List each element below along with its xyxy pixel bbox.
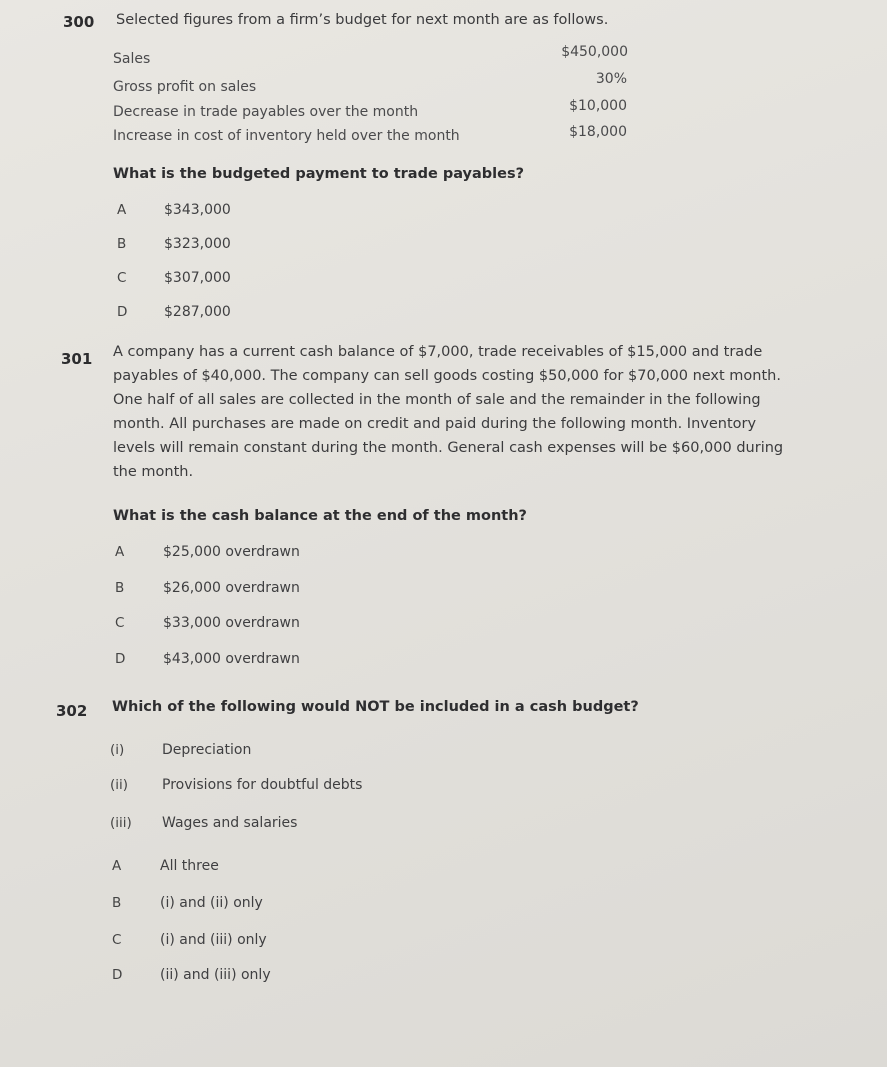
figure-label-gross-profit: Gross profit on sales [113, 79, 257, 95]
stem-line: payables of $40,000. The company can sell goods costing $50,000 for $70,000 next month. [113, 368, 781, 384]
question-300-stem: Selected figures from a firm’s budget for next month are as follows. [116, 12, 609, 28]
option-text: $343,000 [164, 202, 231, 218]
option-letter: C [115, 615, 125, 631]
option-letter: B [112, 895, 122, 911]
option-letter: C [112, 932, 122, 948]
stem-line: One half of all sales are collected in the month of sale and the remainder in the following [113, 392, 761, 408]
option-letter: D [117, 304, 128, 320]
figure-label-payables-decrease: Decrease in trade payables over the month [113, 104, 419, 120]
option-text: (ii) and (iii) only [160, 967, 271, 983]
option-text: $43,000 overdrawn [163, 651, 300, 667]
option-text: (i) and (ii) only [160, 895, 263, 911]
stem-line: the month. [113, 464, 194, 480]
option-text: $25,000 overdrawn [163, 544, 300, 560]
item-text: Provisions for doubtful debts [162, 777, 363, 793]
item-text: Depreciation [162, 742, 252, 758]
stem-line: levels will remain constant during the month. General cash expenses will be $60,000 during [113, 440, 784, 456]
option-letter: D [115, 651, 126, 667]
figure-value-payables-decrease: $10,000 [569, 98, 627, 114]
question-number-300: 300 [63, 13, 95, 31]
option-letter: A [115, 544, 125, 560]
option-text: $307,000 [164, 270, 231, 286]
option-letter: A [117, 202, 127, 218]
figure-value-gross-profit: 30% [595, 71, 627, 87]
figure-value-sales: $450,000 [561, 44, 628, 60]
option-text: (i) and (iii) only [160, 932, 267, 948]
figure-label-inventory-increase: Increase in cost of inventory held over the month [113, 128, 460, 144]
option-text: $26,000 overdrawn [163, 580, 300, 596]
stem-line: month. All purchases are made on credit and paid during the following month. Inventory [113, 416, 757, 432]
figure-value-inventory-increase: $18,000 [569, 124, 627, 140]
option-letter: C [117, 270, 127, 286]
item-numeral: (i) [110, 742, 125, 758]
question-number-302: 302 [56, 702, 88, 720]
option-letter: B [115, 580, 125, 596]
option-letter: D [112, 967, 123, 983]
question-number-301: 301 [61, 350, 93, 368]
question-302-prompt: Which of the following would NOT be included in a cash budget? [112, 699, 639, 715]
question-300-prompt: What is the budgeted payment to trade payables? [113, 166, 525, 182]
question-301-stem [113, 340, 853, 484]
option-text: $323,000 [164, 236, 231, 252]
option-text: $33,000 overdrawn [163, 615, 300, 631]
item-text: Wages and salaries [162, 815, 298, 831]
option-letter: A [112, 858, 122, 874]
option-text: $287,000 [164, 304, 231, 320]
item-numeral: (iii) [110, 815, 132, 831]
figure-label-sales: Sales [113, 51, 151, 67]
question-301-prompt: What is the cash balance at the end of the month? [113, 508, 527, 524]
stem-line: A company has a current cash balance of $7,000, trade receivables of $15,000 and trade [113, 344, 763, 360]
option-letter: B [117, 236, 127, 252]
option-text: All three [160, 858, 219, 874]
item-numeral: (ii) [110, 777, 129, 793]
